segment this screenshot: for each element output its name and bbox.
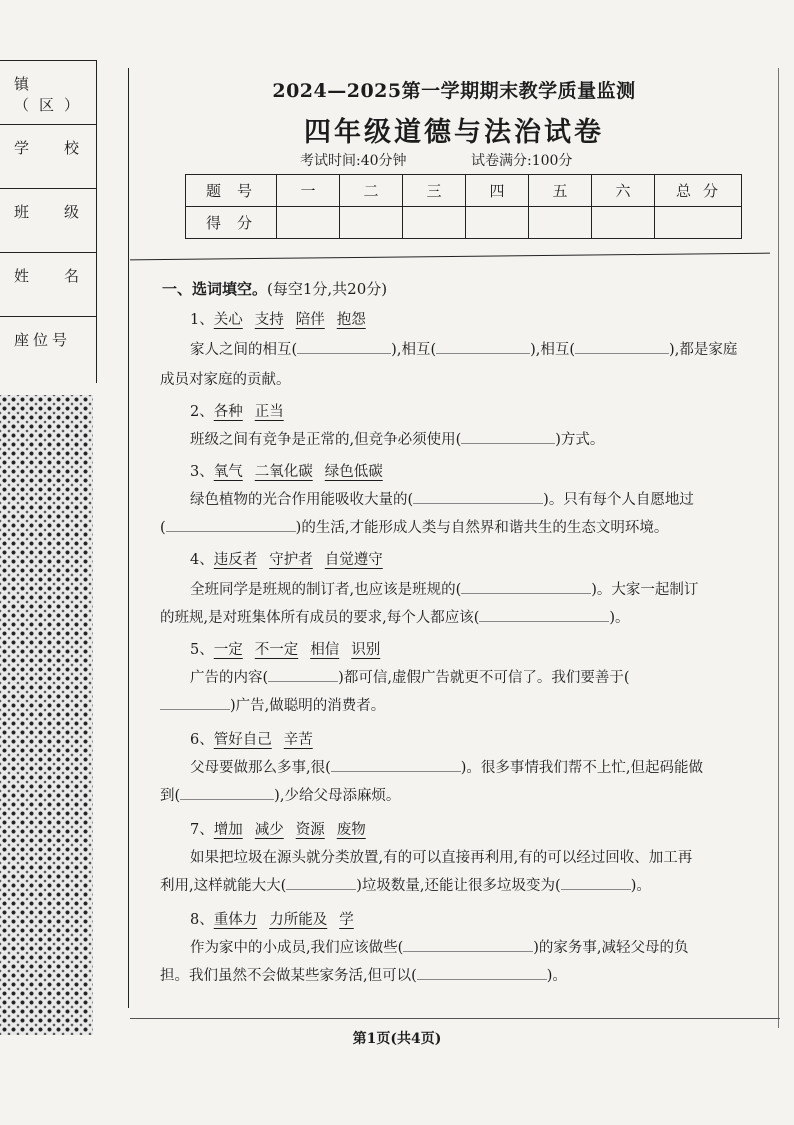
word-bank <box>214 552 395 568</box>
question-2-text <box>190 428 750 452</box>
score-label: 得分 <box>186 207 277 239</box>
text: 家人之间的相互( <box>190 342 298 358</box>
col-2: 二 <box>340 175 403 207</box>
text: )广告,做聪明的消费者。 <box>230 698 386 714</box>
text: 到( <box>160 788 181 804</box>
question-8-text <box>190 936 750 960</box>
binding-pattern <box>0 395 93 1035</box>
section-1-note: (每空1分,共20分) <box>267 280 388 298</box>
question-number: 6、 <box>190 732 214 748</box>
score-table-header-row <box>186 175 742 207</box>
question-6-text-cont <box>160 784 750 808</box>
town-label: 镇（区） <box>14 75 90 114</box>
text: 全班同学是班规的制订者,也应该是班规的( <box>190 582 462 598</box>
answer-blank[interactable] <box>436 339 530 354</box>
question-number: 7、 <box>190 822 214 838</box>
seat-field[interactable] <box>0 317 96 383</box>
score-cell[interactable] <box>529 207 592 239</box>
word: 辛苦 <box>283 732 313 748</box>
text: ),都是家庭 <box>669 342 738 358</box>
answer-blank[interactable] <box>160 695 230 710</box>
answer-blank[interactable] <box>417 965 547 980</box>
word-bank <box>214 732 325 748</box>
question-1-text <box>190 338 750 362</box>
question-number: 5、 <box>190 642 214 658</box>
question-2-words <box>190 400 296 421</box>
question-4-text <box>190 578 750 602</box>
school-label: 学 校 <box>14 139 90 157</box>
word: 学 <box>339 912 354 928</box>
text: )垃圾数量,还能让很多垃圾变为( <box>356 878 561 894</box>
text: 父母要做那么多事,很( <box>190 760 331 776</box>
score-table <box>185 174 742 239</box>
question-number: 8、 <box>190 912 214 928</box>
question-1-text-cont: 成员对家庭的贡献。 <box>160 372 291 388</box>
score-cell[interactable] <box>592 207 655 239</box>
word-bank <box>214 404 296 420</box>
text: )方式。 <box>555 432 605 448</box>
word: 正当 <box>254 404 284 420</box>
word: 抱怨 <box>336 312 366 328</box>
answer-blank[interactable] <box>413 489 543 504</box>
question-6-text <box>190 756 750 780</box>
score-cell[interactable] <box>403 207 466 239</box>
exam-title: 2024—2025第一学期期末教学质量监测 <box>272 80 636 102</box>
full-score: 试卷满分:100分 <box>470 153 573 169</box>
word: 守护者 <box>269 552 313 568</box>
class-label: 班 级 <box>14 203 90 221</box>
town-field[interactable] <box>0 61 96 125</box>
total-score-cell[interactable] <box>655 207 742 239</box>
answer-blank[interactable] <box>561 875 631 890</box>
answer-blank[interactable] <box>268 667 338 682</box>
text: )。大家一起制订 <box>591 582 699 598</box>
text: ),相互( <box>391 342 437 358</box>
word: 管好自己 <box>213 732 272 748</box>
class-field[interactable] <box>0 189 96 253</box>
text: 广告的内容( <box>190 670 269 686</box>
text: 作为家中的小成员,我们应该做些( <box>190 940 404 956</box>
answer-blank[interactable] <box>180 785 274 800</box>
text: 利用,这样就能大大( <box>160 878 287 894</box>
answer-blank[interactable] <box>479 607 609 622</box>
answer-blank[interactable] <box>297 339 391 354</box>
subject-title: 四年级道德与法治试卷 <box>304 117 604 148</box>
question-7-text <box>190 846 750 870</box>
question-5-words <box>190 638 392 659</box>
text: 的班规,是对班集体所有成员的要求,每个人都应该( <box>160 610 480 626</box>
text: ),相互( <box>530 342 576 358</box>
text: ( <box>160 520 166 536</box>
answer-blank[interactable] <box>286 875 356 890</box>
word-bank <box>214 312 378 328</box>
word: 增加 <box>213 822 243 838</box>
text: )。 <box>546 968 567 984</box>
score-cell[interactable] <box>466 207 529 239</box>
question-4-words <box>190 548 395 569</box>
name-label: 姓 名 <box>14 267 90 285</box>
question-number: 1、 <box>190 312 214 328</box>
score-table-score-row <box>186 207 742 239</box>
question-1-words <box>190 308 378 329</box>
text: 班级之间有竞争是正常的,但竞争必须使用( <box>190 432 462 448</box>
answer-blank[interactable] <box>461 579 591 594</box>
col-1: 一 <box>277 175 340 207</box>
page-number: 第1页(共4页) <box>352 1031 442 1047</box>
word-bank <box>214 642 393 658</box>
footer-rule <box>130 1018 780 1019</box>
exam-meta <box>300 150 632 170</box>
seat-label: 座位号 <box>14 331 72 349</box>
text: )都可信,虚假广告就更不可信了。我们要善于( <box>338 670 630 686</box>
question-number: 4、 <box>190 552 214 568</box>
question-8-text-cont <box>160 964 750 988</box>
word: 二氧化碳 <box>254 464 313 480</box>
word: 氧气 <box>213 464 243 480</box>
col-6: 六 <box>592 175 655 207</box>
text: )。 <box>609 610 630 626</box>
word-bank <box>214 912 366 928</box>
answer-blank[interactable] <box>166 517 296 532</box>
answer-blank[interactable] <box>403 937 533 952</box>
text: )。只有每个人自愿地过 <box>543 492 694 508</box>
section-1-title <box>162 278 387 299</box>
question-number-label: 题号 <box>186 175 277 207</box>
question-7-words <box>190 818 378 839</box>
section-1-heading: 一、选词填空。 <box>162 280 268 298</box>
word: 绿色低碳 <box>324 464 383 480</box>
text: )。很多事情我们帮不上忙,但起码能做 <box>460 760 704 776</box>
question-5-text-cont <box>160 694 750 718</box>
word: 废物 <box>336 822 366 838</box>
word: 关心 <box>213 312 243 328</box>
word: 减少 <box>254 822 284 838</box>
word: 自觉遵守 <box>324 552 383 568</box>
score-cell[interactable] <box>340 207 403 239</box>
question-number: 3、 <box>190 464 214 480</box>
word: 各种 <box>213 404 243 420</box>
text: ),少给父母添麻烦。 <box>274 788 401 804</box>
right-margin-line <box>778 68 779 1028</box>
question-6-words <box>190 728 325 749</box>
question-5-text <box>190 666 750 690</box>
score-cell[interactable] <box>277 207 340 239</box>
text: )的生活,才能形成人类与自然界和谐共生的生态文明环境。 <box>295 520 669 536</box>
text: 担。我们虽然不会做某些家务活,但可以( <box>160 968 417 984</box>
word: 一定 <box>213 642 243 658</box>
text: 如果把垃圾在源头就分类放置,有的可以直接再利用,有的可以经过回收、加工再 <box>190 850 693 866</box>
word: 重体力 <box>213 912 258 928</box>
word: 支持 <box>254 312 284 328</box>
question-7-text-cont <box>160 874 750 898</box>
question-3-text-cont <box>160 516 750 540</box>
col-4: 四 <box>466 175 529 207</box>
question-8-words <box>190 908 366 929</box>
school-field[interactable] <box>0 125 96 189</box>
exam-time: 考试时间:40分钟 <box>300 153 407 169</box>
word: 资源 <box>295 822 325 838</box>
text: 绿色植物的光合作用能吸收大量的( <box>190 492 414 508</box>
text: )的家务事,减轻父母的负 <box>533 940 689 956</box>
word: 力所能及 <box>269 912 328 928</box>
answer-blank[interactable] <box>575 339 669 354</box>
word: 识别 <box>351 642 381 658</box>
word: 违反者 <box>213 552 258 568</box>
question-3-text <box>190 488 750 512</box>
total-label: 总分 <box>655 175 742 207</box>
word: 不一定 <box>254 642 299 658</box>
word: 陪伴 <box>295 312 325 328</box>
col-3: 三 <box>403 175 466 207</box>
question-4-text-cont <box>160 606 750 630</box>
col-5: 五 <box>529 175 592 207</box>
student-info-strip <box>0 60 97 383</box>
header-divider <box>130 253 770 261</box>
answer-blank[interactable] <box>461 429 555 444</box>
question-number: 2、 <box>190 404 214 420</box>
name-field[interactable] <box>0 253 96 317</box>
word: 相信 <box>310 642 340 658</box>
question-3-words <box>190 460 395 481</box>
answer-blank[interactable] <box>331 757 461 772</box>
binding-line <box>128 68 129 1008</box>
word-bank <box>214 464 395 480</box>
text: )。 <box>630 878 651 894</box>
word-bank <box>214 822 378 838</box>
